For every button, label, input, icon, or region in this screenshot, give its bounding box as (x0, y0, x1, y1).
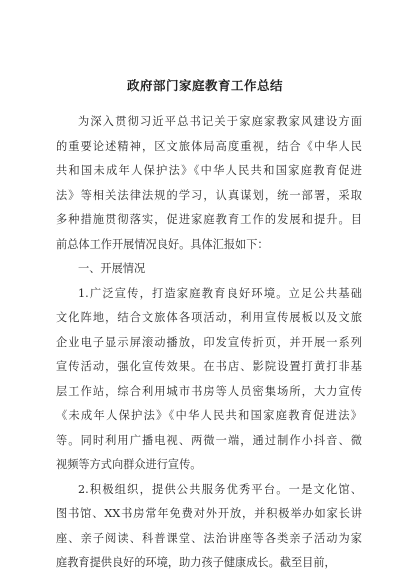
paragraph-line: 2.积极组织，提供公共服务优秀平台。一是文化馆、 (78, 482, 362, 496)
paragraph-line: 视频等方式向群众进行宣传。 (56, 458, 202, 471)
paragraph-line: 座、亲子阅读、科普课堂、法治讲座等各类亲子活动为家 (56, 531, 362, 545)
paragraph-line: 共和国未成年人保护法》《中华人民共和国家庭教育促进 (56, 164, 362, 177)
paragraph-line: 一、开展情况 (78, 262, 146, 275)
paragraph-line: 层工作站，综合利用城市书房等人员密集场所，大力宣传 (56, 384, 362, 398)
paragraph-line: 企业电子显示屏滚动播放，印发宣传折页，并开展一系列 (56, 335, 362, 349)
paragraph-item-2 (56, 478, 362, 576)
paragraph-section-1 (56, 257, 362, 282)
document-title: 政府部门家庭教育工作总结 (126, 78, 283, 93)
paragraph-line: 的重要论述精神，区文旅体局高度重视，结合《中华人民 (56, 139, 362, 153)
paragraph-line: 多种措施贯彻落实，促进家庭教育工作的发展和提升。目 (56, 213, 362, 226)
paragraph-line: 图书馆、XX书房常年免费对外开放，并积极举办如家长讲 (56, 507, 362, 520)
document-body (56, 110, 362, 576)
paragraph-line: 庭教育提供良好的环境，助力孩子健康成长。截至目前， (56, 556, 336, 569)
paragraph-line: 1.广泛宣传，打造家庭教育良好环境。立足公共基础 (78, 286, 362, 300)
paragraph-line: 前总体工作开展情况良好。具体汇报如下： (56, 237, 269, 251)
paragraph-line: 等。同时利用广播电视、两微一端，通过制作小抖音、微 (56, 433, 362, 447)
paragraph-item-1 (56, 282, 362, 478)
paragraph-line: 《未成年人保护法》《中华人民共和国家庭教育促进法》 (56, 409, 362, 422)
paragraph-line: 法》等相关法律法规的学习，认真谋划，统一部署，采取 (56, 188, 362, 202)
paragraph-line: 宣传活动，强化宣传效果。在书店、影院设置打黄打非基 (56, 360, 362, 373)
paragraph-line: 为深入贯彻习近平总书记关于家庭家教家风建设方面 (78, 115, 362, 128)
paragraph-line: 文化阵地，结合文旅体各项活动，利用宣传展板以及文旅 (56, 311, 362, 324)
paragraph-intro (56, 110, 362, 257)
